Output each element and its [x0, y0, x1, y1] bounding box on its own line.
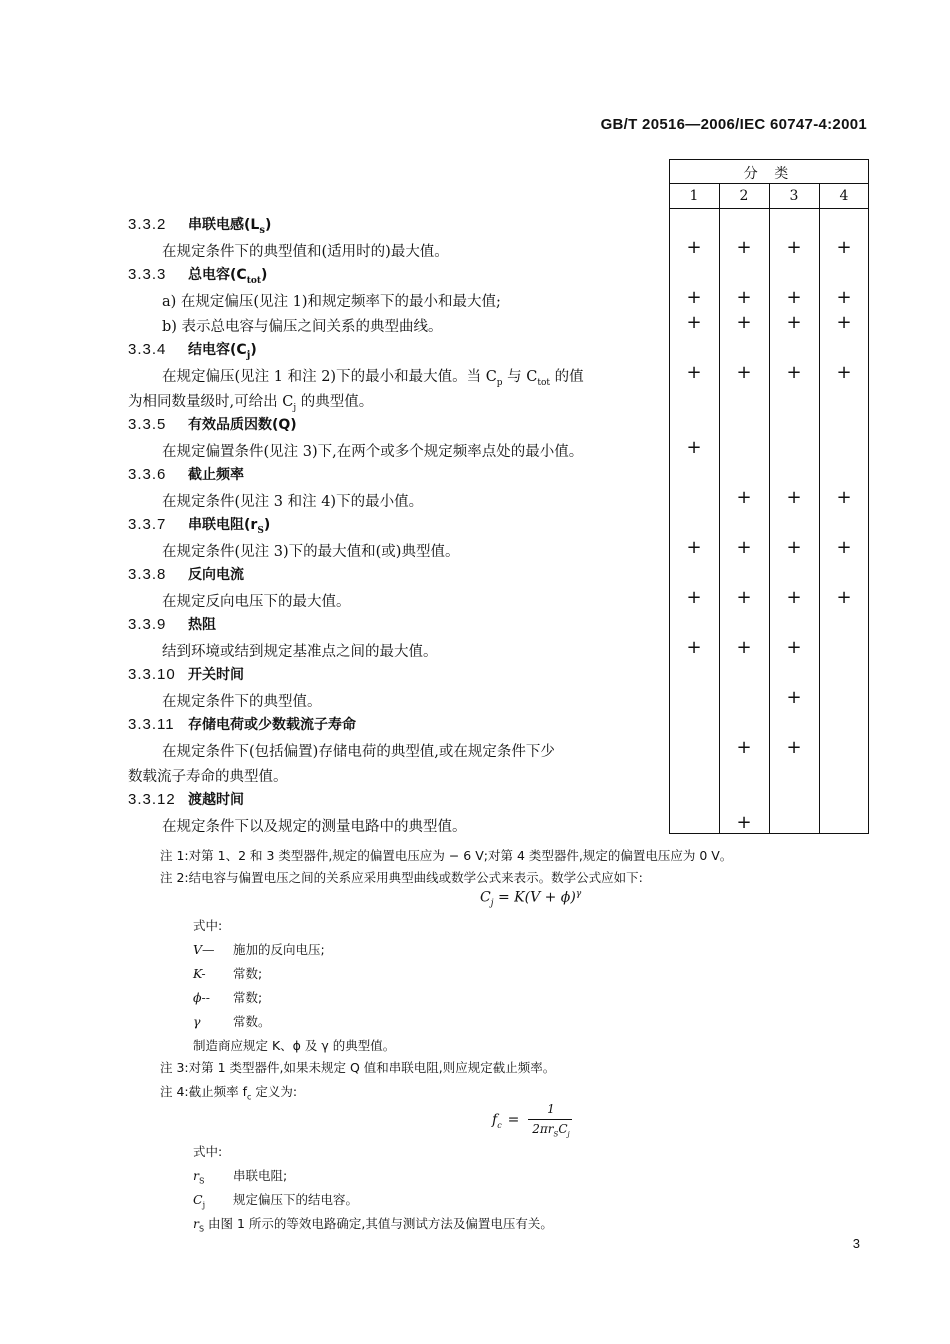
section-3-3-4-heading [128, 339, 257, 361]
section-3-3-10-text: 在规定条件下的典型值。 [162, 694, 322, 710]
def-text: 常数。 [233, 1014, 271, 1029]
def-rs [193, 1166, 287, 1186]
section-title-sub: tot [246, 276, 262, 286]
section-3-3-2-text: 在规定条件下的典型值和(适用时的)最大值。 [162, 244, 449, 260]
document-header: GB/T 20516—2006/IEC 60747-4:2001 [600, 116, 867, 133]
formula-junction-capacitance [480, 889, 581, 908]
section-title: 反向电流 [188, 567, 244, 583]
section-title: 有效品质因数(Q) [188, 417, 297, 433]
line-text: 在规定偏压(见注 1 和注 2)下的最小和最大值。当 C [162, 369, 497, 385]
line-text: 为相同数量级时,可给出 C [128, 394, 294, 410]
def-gamma [193, 1012, 271, 1030]
section-3-3-5-heading [128, 414, 297, 434]
section-3-3-7-text: 在规定条件(见注 3)下的最大值和(或)典型值。 [162, 544, 460, 560]
section-3-3-11-line-2: 数载流子寿命的典型值。 [128, 769, 288, 785]
where-label-2: 式中: [193, 1144, 223, 1159]
den-sub-j: j [567, 1130, 570, 1139]
line-text-end: 的典型值。 [296, 394, 374, 410]
section-3-3-9-text: 结到环境或结到规定基准点之间的最大值。 [162, 644, 438, 660]
section-3-3-5-text: 在规定偏置条件(见注 3)下,在两个或多个规定频率点处的最小值。 [162, 444, 584, 460]
mark-332-c4: + [836, 237, 852, 258]
section-3-3-7-heading [128, 514, 270, 536]
mark-335-c1: + [686, 437, 702, 458]
section-title: 串联电感(L [188, 217, 260, 233]
def-text: 常数; [233, 966, 263, 981]
def-text: 规定偏压下的结电容。 [233, 1192, 359, 1207]
mark-332-c2: + [736, 237, 752, 258]
section-title: 结电容(C [188, 342, 247, 358]
section-number: 3.3.2 [128, 216, 167, 233]
def-symbol-sub: S [198, 1176, 205, 1186]
section-number: 3.3.11 [128, 716, 175, 733]
section-title: 串联电阻(r [188, 517, 258, 533]
rs-text: 由图 1 所示的等效电路确定,其值与测试方法及偏置电压有关。 [204, 1216, 553, 1231]
section-3-3-3-item-a: a) 在规定偏压(见注 1)和规定频率下的最小和最大值; [162, 294, 501, 310]
note-4 [160, 1082, 297, 1102]
section-3-3-12-text: 在规定条件下以及规定的测量电路中的典型值。 [162, 819, 467, 835]
table-col-1: 1 [689, 188, 699, 204]
section-title-sub: S [257, 526, 264, 536]
mark-333a-c3: + [786, 287, 802, 308]
formula-exponent: γ [575, 889, 582, 899]
section-3-3-8-heading [128, 564, 244, 584]
section-number: 3.3.3 [128, 266, 167, 283]
den-sub-s: S [553, 1130, 559, 1139]
formula-cutoff-numerator: 1 [547, 1102, 555, 1116]
def-text: 施加的反向电压; [233, 942, 325, 957]
mark-338-c3: + [786, 587, 802, 608]
mark-3311-c2: + [736, 737, 752, 758]
mark-337-c3: + [786, 537, 802, 558]
section-number: 3.3.12 [128, 791, 176, 808]
section-number: 3.3.4 [128, 341, 167, 358]
mark-338-c1: + [686, 587, 702, 608]
section-title-end: ) [261, 267, 268, 283]
section-number: 3.3.9 [128, 616, 167, 633]
line-text-mid: 与 C [502, 369, 538, 385]
section-3-3-10-heading [128, 664, 244, 684]
section-3-3-2-heading [128, 214, 271, 236]
mark-333b-c4: + [836, 312, 852, 333]
section-3-3-6-text: 在规定条件(见注 3 和注 4)下的最小值。 [162, 494, 424, 510]
section-number: 3.3.5 [128, 416, 167, 433]
mark-338-c2: + [736, 587, 752, 608]
def-text: 串联电阻; [233, 1168, 288, 1183]
maker-statement: 制造商应规定 K、ϕ 及 γ 的典型值。 [193, 1038, 396, 1053]
table-col-line-3 [819, 183, 820, 834]
section-number: 3.3.10 [128, 666, 176, 683]
mark-336-c2: + [736, 487, 752, 508]
mark-338-c4: + [836, 587, 852, 608]
table-col-4: 4 [839, 188, 849, 204]
def-k [193, 964, 262, 982]
formula-rest: = K(V + ϕ) [493, 889, 576, 906]
section-number: 3.3.8 [128, 566, 167, 583]
def-text: 常数; [233, 990, 263, 1005]
formula-cutoff-denominator [522, 1122, 580, 1138]
section-3-3-12-heading [128, 789, 244, 809]
mark-334-c1: + [686, 362, 702, 383]
table-col-line-1 [719, 183, 720, 834]
table-group-label: 分 类 [743, 166, 795, 182]
section-title: 开关时间 [188, 667, 244, 683]
def-symbol: γ [193, 1014, 201, 1029]
formula-c-sub: j [490, 898, 494, 909]
section-3-3-3-heading [128, 264, 267, 286]
mark-334-c4: + [836, 362, 852, 383]
classification-table [669, 159, 869, 834]
note-2: 注 2:结电容与偏置电压之间的关系应采用典型曲线或数学公式来表示。数学公式应如下: [160, 870, 643, 885]
section-title-sub: j [246, 350, 251, 361]
mark-334-c2: + [736, 362, 752, 383]
note-4-text: 注 4:截止频率 f [160, 1084, 248, 1099]
section-3-3-4-line-1 [162, 365, 584, 388]
section-title: 存储电荷或少数载流子寿命 [188, 717, 356, 733]
note-4-end: 定义为: [251, 1084, 298, 1099]
section-title-end: ) [263, 517, 271, 533]
mark-333b-c3: + [786, 312, 802, 333]
rs-symbol: r [193, 1216, 199, 1231]
where-label-1: 式中: [193, 918, 223, 933]
rs-sub: S [198, 1224, 205, 1234]
formula-f: f [492, 1112, 498, 1128]
section-title: 截止频率 [188, 467, 244, 483]
def-phi [193, 988, 262, 1006]
mark-337-c1: + [686, 537, 702, 558]
note-1: 注 1:对第 1、2 和 3 类型器件,规定的偏置电压应为 − 6 V;对第 4 类型器件,规定的偏置电压应为 0 V。 [160, 848, 733, 863]
def-symbol: V— [193, 942, 215, 957]
formula-equals: = [507, 1112, 520, 1128]
mark-332-c1: + [686, 237, 702, 258]
section-3-3-11-line-1: 在规定条件下(包括偏置)存储电荷的典型值,或在规定条件下少 [162, 744, 555, 760]
section-title: 总电容(C [188, 267, 247, 283]
mark-339-c2: + [736, 637, 752, 658]
section-title: 渡越时间 [188, 792, 244, 808]
formula-f-sub: c [497, 1120, 502, 1130]
section-3-3-8-text: 在规定反向电压下的最大值。 [162, 594, 351, 610]
def-symbol-sub: j [202, 1200, 206, 1210]
mark-3310-c3: + [786, 687, 802, 708]
den-2pi-r: 2πr [532, 1122, 554, 1136]
fraction-bar [528, 1119, 572, 1120]
table-col-line-2 [769, 183, 770, 834]
cj-sub: j [293, 402, 297, 413]
note-4-sub: c [247, 1092, 252, 1102]
section-3-3-6-heading [128, 464, 244, 484]
mark-337-c2: + [736, 537, 752, 558]
mark-337-c4: + [836, 537, 852, 558]
formula-c: C [480, 889, 491, 906]
cp-sub: p [496, 377, 503, 388]
mark-333a-c4: + [836, 287, 852, 308]
mark-3311-c3: + [786, 737, 802, 758]
section-3-3-4-line-2 [128, 390, 373, 413]
formula-cutoff-lhs [492, 1112, 519, 1130]
def-cj [193, 1190, 358, 1210]
mark-332-c3: + [786, 237, 802, 258]
section-number: 3.3.6 [128, 466, 167, 483]
section-3-3-11-heading [128, 714, 356, 734]
note-3: 注 3:对第 1 类型器件,如果未规定 Q 值和串联电阻,则应规定截止频率。 [160, 1060, 556, 1075]
mark-333b-c2: + [736, 312, 752, 333]
ctot-sub: tot [537, 377, 551, 388]
mark-3312-c2: + [736, 812, 752, 833]
section-title-end: ) [250, 342, 257, 358]
section-title-end: ) [264, 217, 272, 233]
section-3-3-9-heading [128, 614, 216, 634]
section-3-3-3-item-b: b) 表示总电容与偏压之间关系的典型曲线。 [162, 319, 443, 335]
def-symbol: r [193, 1168, 199, 1183]
mark-339-c1: + [686, 637, 702, 658]
def-symbol: ϕ-- [193, 990, 210, 1005]
rs-determination [193, 1214, 553, 1234]
line-text-end: 的值 [550, 369, 584, 385]
def-symbol: C [193, 1192, 203, 1207]
den-c: C [558, 1122, 568, 1136]
page-number: 3 [852, 1236, 860, 1251]
section-number: 3.3.7 [128, 516, 167, 533]
table-col-2: 2 [739, 188, 749, 204]
def-v [193, 940, 325, 958]
mark-333a-c2: + [736, 287, 752, 308]
mark-336-c4: + [836, 487, 852, 508]
section-title-sub: s [259, 225, 265, 236]
mark-333a-c1: + [686, 287, 702, 308]
table-col-3: 3 [789, 188, 799, 204]
mark-336-c3: + [786, 487, 802, 508]
mark-334-c3: + [786, 362, 802, 383]
mark-339-c3: + [786, 637, 802, 658]
section-title: 热阻 [188, 617, 216, 633]
def-symbol: K- [193, 966, 206, 981]
mark-333b-c1: + [686, 312, 702, 333]
